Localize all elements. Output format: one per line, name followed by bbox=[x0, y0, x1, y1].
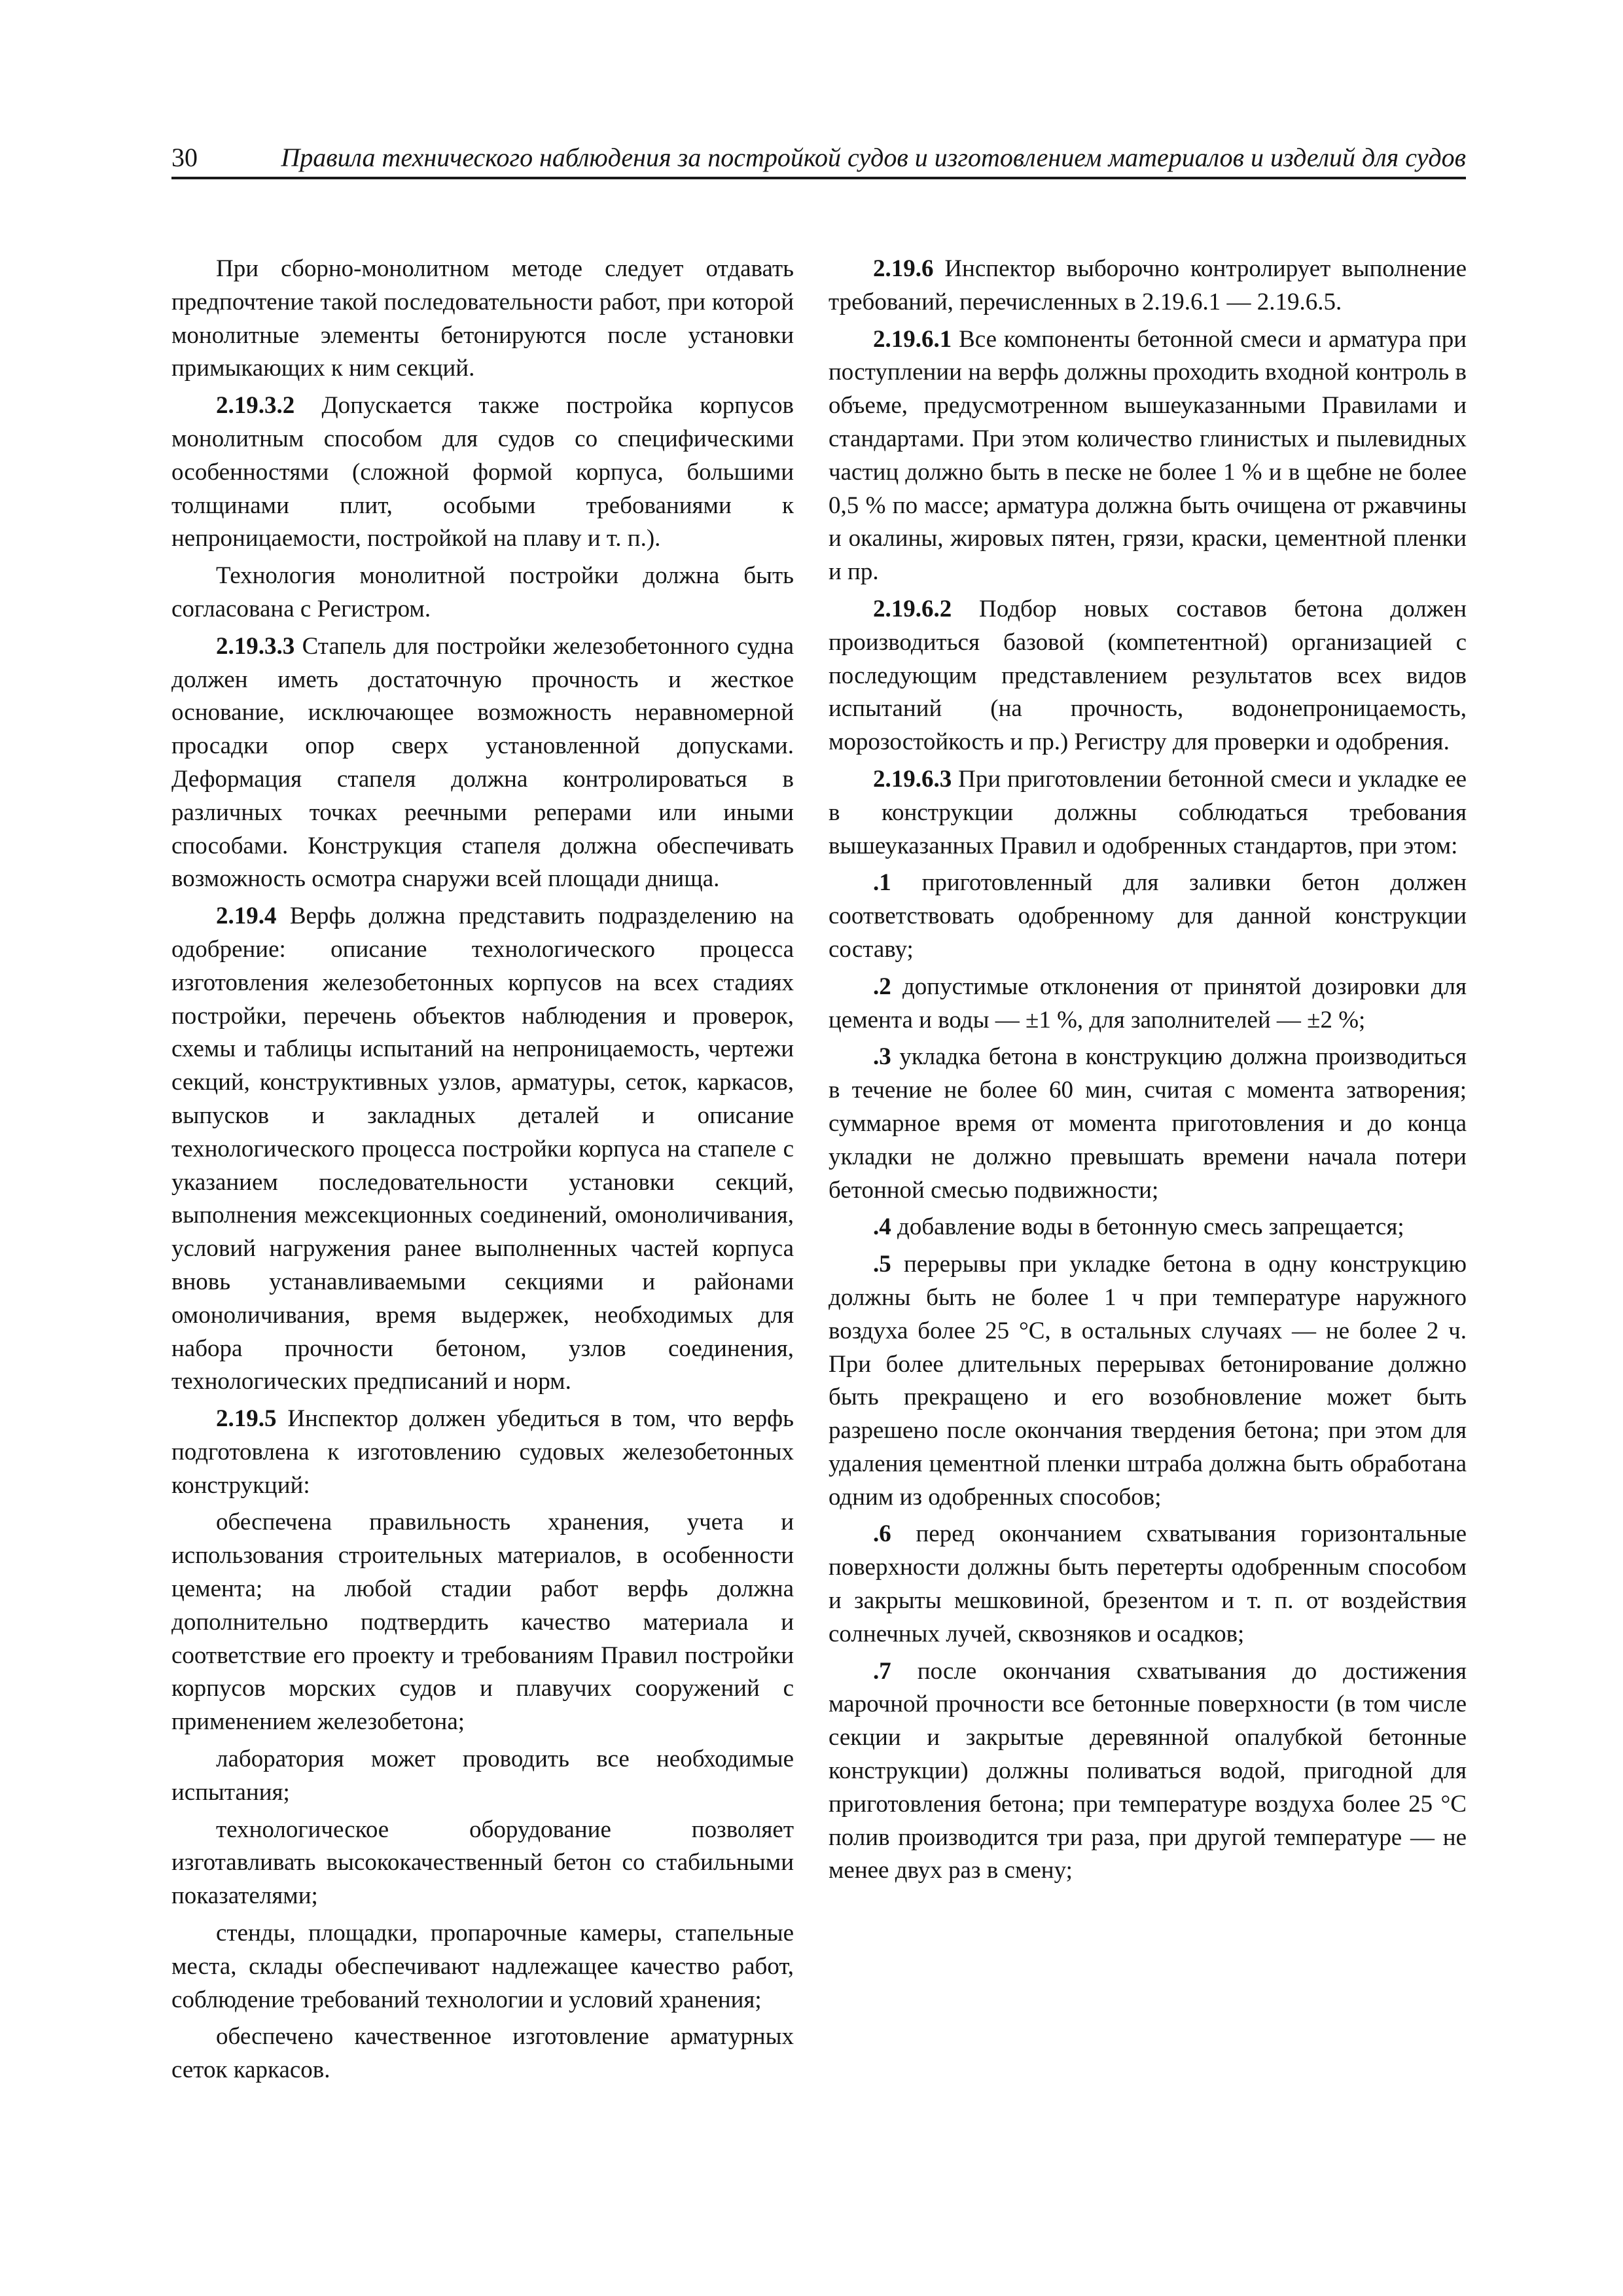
paragraph-text: технологическое оборудование позволяет изготавливать высококачественный бетон со стабильными показателями; bbox=[171, 1816, 794, 1910]
paragraph-text: лаборатория может проводить все необходимые испытания; bbox=[171, 1746, 794, 1806]
paragraph-text: перерывы при укладке бетона в одну конструкцию должны быть не более 1 ч при температуре наружного воздуха более 25 °С, в остальных случаях — не более 2 ч. При более длительных перерывах бетонирование должно быть прекращено и его возобновление может быть разрешено после окончания твердения бетона; при этом для удаления цементной пленки штраба должна быть обработана одним из одобренных способов; bbox=[829, 1251, 1467, 1511]
paragraph-text: добавление воды в бетонную смесь запрещается; bbox=[897, 1213, 1404, 1241]
section-number: .6 bbox=[873, 1520, 891, 1548]
paragraph bbox=[829, 971, 1467, 1037]
paragraph bbox=[829, 1041, 1467, 1207]
section-number: 2.19.6.2 bbox=[873, 595, 952, 622]
section-number: 2.19.3.2 bbox=[216, 392, 295, 420]
paragraph-text: Все компоненты бетонной смеси и арматура при поступлении на верфь должны проходить входной контроль в объеме, предусмотренном вышеуказанными Правилами и стандартами. При этом количество глинистых и пылевидных частиц должно быть в песке не более 1 % и в щебне не более 0,5 % по массе; арматура должна быть очищена от ржавчины и окалины, жировых пятен, грязи, краски, цементной пленки и пр. bbox=[829, 325, 1467, 586]
paragraph-text: после окончания схватывания до достижения марочной прочности все бетонные поверхности (в том числе секции и закрытые деревянной опалубкой бетонные конструкции) должны поливаться водой, пригодной для приготовления бетона; при температуре воздуха более 25 °С полив производится три раза, при другой температуре — не менее двух раз в смену; bbox=[829, 1657, 1467, 1884]
section-number: .5 bbox=[873, 1251, 891, 1278]
paragraph bbox=[171, 2020, 794, 2087]
header-rule bbox=[171, 177, 1466, 179]
paragraph bbox=[171, 900, 794, 1399]
paragraph-text: приготовленный для заливки бетон должен соответствовать одобренному для данной конструкции составу; bbox=[829, 869, 1467, 963]
paragraph bbox=[171, 1403, 794, 1502]
paragraph bbox=[829, 1518, 1467, 1651]
paragraph bbox=[171, 389, 794, 556]
paragraph bbox=[829, 1248, 1467, 1514]
paragraph-text: Технология монолитной постройки должна быть согласована с Регистром. bbox=[171, 562, 794, 622]
paragraph-text: При сборно-монолитном методе следует отдавать предпочтение такой последовательности работ, при которой монолитные элементы бетонируются после установки примыкающих к ним секций. bbox=[171, 255, 794, 382]
paragraph-text: допустимые отклонения от принятой дозировки для цемента и воды — ±1 %, для заполнителей — ±2 %; bbox=[829, 973, 1467, 1033]
page-header bbox=[171, 141, 1466, 181]
paragraph bbox=[829, 1211, 1467, 1244]
right-column bbox=[829, 253, 1467, 1888]
paragraph-text: обеспечено качественное изготовление арматурных сеток каркасов. bbox=[171, 2023, 794, 2084]
section-number: .4 bbox=[873, 1213, 891, 1241]
paragraph-text: перед окончанием схватывания горизонтальные поверхности должны быть перетерты одобренным способом и закрыты мешковиной, брезентом и т. п. от воздействия солнечных лучей, сквозняков и осадков; bbox=[829, 1520, 1467, 1647]
paragraph bbox=[171, 1917, 794, 2017]
section-number: 2.19.6 bbox=[873, 255, 934, 282]
page-number: 30 bbox=[171, 143, 198, 172]
section-number: 2.19.6.1 bbox=[873, 325, 952, 353]
running-title: Правила технического наблюдения за постройкой судов и изготовлением материалов и изделий для судов bbox=[281, 143, 1466, 172]
paragraph bbox=[829, 1655, 1467, 1888]
section-number: .3 bbox=[873, 1043, 891, 1071]
paragraph bbox=[829, 763, 1467, 863]
section-number: .1 bbox=[873, 869, 891, 897]
section-number: .7 bbox=[873, 1657, 891, 1685]
paragraph bbox=[829, 253, 1467, 319]
paragraph bbox=[171, 1814, 794, 1913]
paragraph bbox=[829, 867, 1467, 966]
section-number: 2.19.6.3 bbox=[873, 765, 952, 793]
section-number: 2.19.5 bbox=[216, 1405, 277, 1433]
paragraph-text: При приготовлении бетонной смеси и укладке ее в конструкции должны соблюдаться требования вышеуказанных Правил и одобренных стандартов, при этом: bbox=[829, 765, 1467, 859]
paragraph bbox=[171, 253, 794, 386]
paragraph-text: Инспектор выборочно контролирует выполнение требований, перечисленных в 2.19.6.1 — 2.19.6.5. bbox=[829, 255, 1467, 315]
paragraph-text: стенды, площадки, пропарочные камеры, стапельные места, склады обеспечивают надлежащее качество работ, соблюдение требований технологии и условий хранения; bbox=[171, 1920, 794, 2013]
paragraph bbox=[829, 323, 1467, 589]
paragraph-text: обеспечена правильность хранения, учета и использования строительных материалов, в особенности цемента; на любой стадии работ верфь должна дополнительно подтвердить качество материала и соответствие его проекту и требованиям Правил постройки корпусов морских судов и плавучих сооружений с применением железобетона; bbox=[171, 1509, 794, 1736]
paragraph bbox=[829, 593, 1467, 759]
paragraph bbox=[171, 1506, 794, 1739]
paragraph-text: Верфь должна представить подразделению на одобрение: описание технологического процесса изготовления железобетонных корпусов на всех стадиях постройки, перечень объектов наблюдения и проверок, схемы и таблицы испытаний на непроницаемость, чертежи секций, конструктивных узлов, арматуры, сеток, каркасов, выпусков и закладных деталей и описание технологического процесса постройки корпуса на стапеле с указанием последовательности установки секций, выполнения межсекционных соединений, омоноличивания, условий нагружения ранее выполненных частей корпуса вновь устанавливаемыми секциями и районами омоноличивания, время выдержек, необходимых для набора прочности бетоном, узлов соединения, технологических предписаний и норм. bbox=[171, 903, 794, 1395]
section-number: 2.19.4 bbox=[216, 903, 277, 930]
section-number: .2 bbox=[873, 973, 891, 1000]
paragraph-text: укладка бетона в конструкцию должна производиться в течение не более 60 мин, считая с момента затворения; суммарное время от момента приготовления и до конца укладки не должно превышать времени начала потери бетонной смесью подвижности; bbox=[829, 1043, 1467, 1204]
paragraph bbox=[171, 560, 794, 626]
left-column bbox=[171, 253, 794, 2087]
paragraph bbox=[171, 1743, 794, 1810]
paragraph-text: Инспектор должен убедиться в том, что верфь подготовлена к изготовлению судовых железобетонных конструкций: bbox=[171, 1405, 794, 1499]
paragraph-text: Подбор новых составов бетона должен производиться базовой (компетентной) организацией с последующим представлением результатов всех видов испытаний (на прочность, водонепроницаемость, морозостойкость и пр.) Регистру для проверки и одобрения. bbox=[829, 595, 1467, 756]
section-number: 2.19.3.3 bbox=[216, 632, 295, 660]
paragraph-text: Стапель для постройки железобетонного судна должен иметь достаточную прочность и жесткое основание, исключающее возможность неравномерной просадки опор сверх установленной допусками. Деформация стапеля должна контролироваться в различных точках реечными реперами или иными способами. Конструкция стапеля должна обеспечивать возможность осмотра снаружи всей площади днища. bbox=[171, 632, 794, 893]
paragraph bbox=[171, 630, 794, 896]
paragraph-text: Допускается также постройка корпусов монолитным способом для судов со специфическими особенностями (сложной формой корпуса, большими толщинами плит, особыми требованиями к непроницаемости, постройкой на плаву и т. п.). bbox=[171, 392, 794, 552]
